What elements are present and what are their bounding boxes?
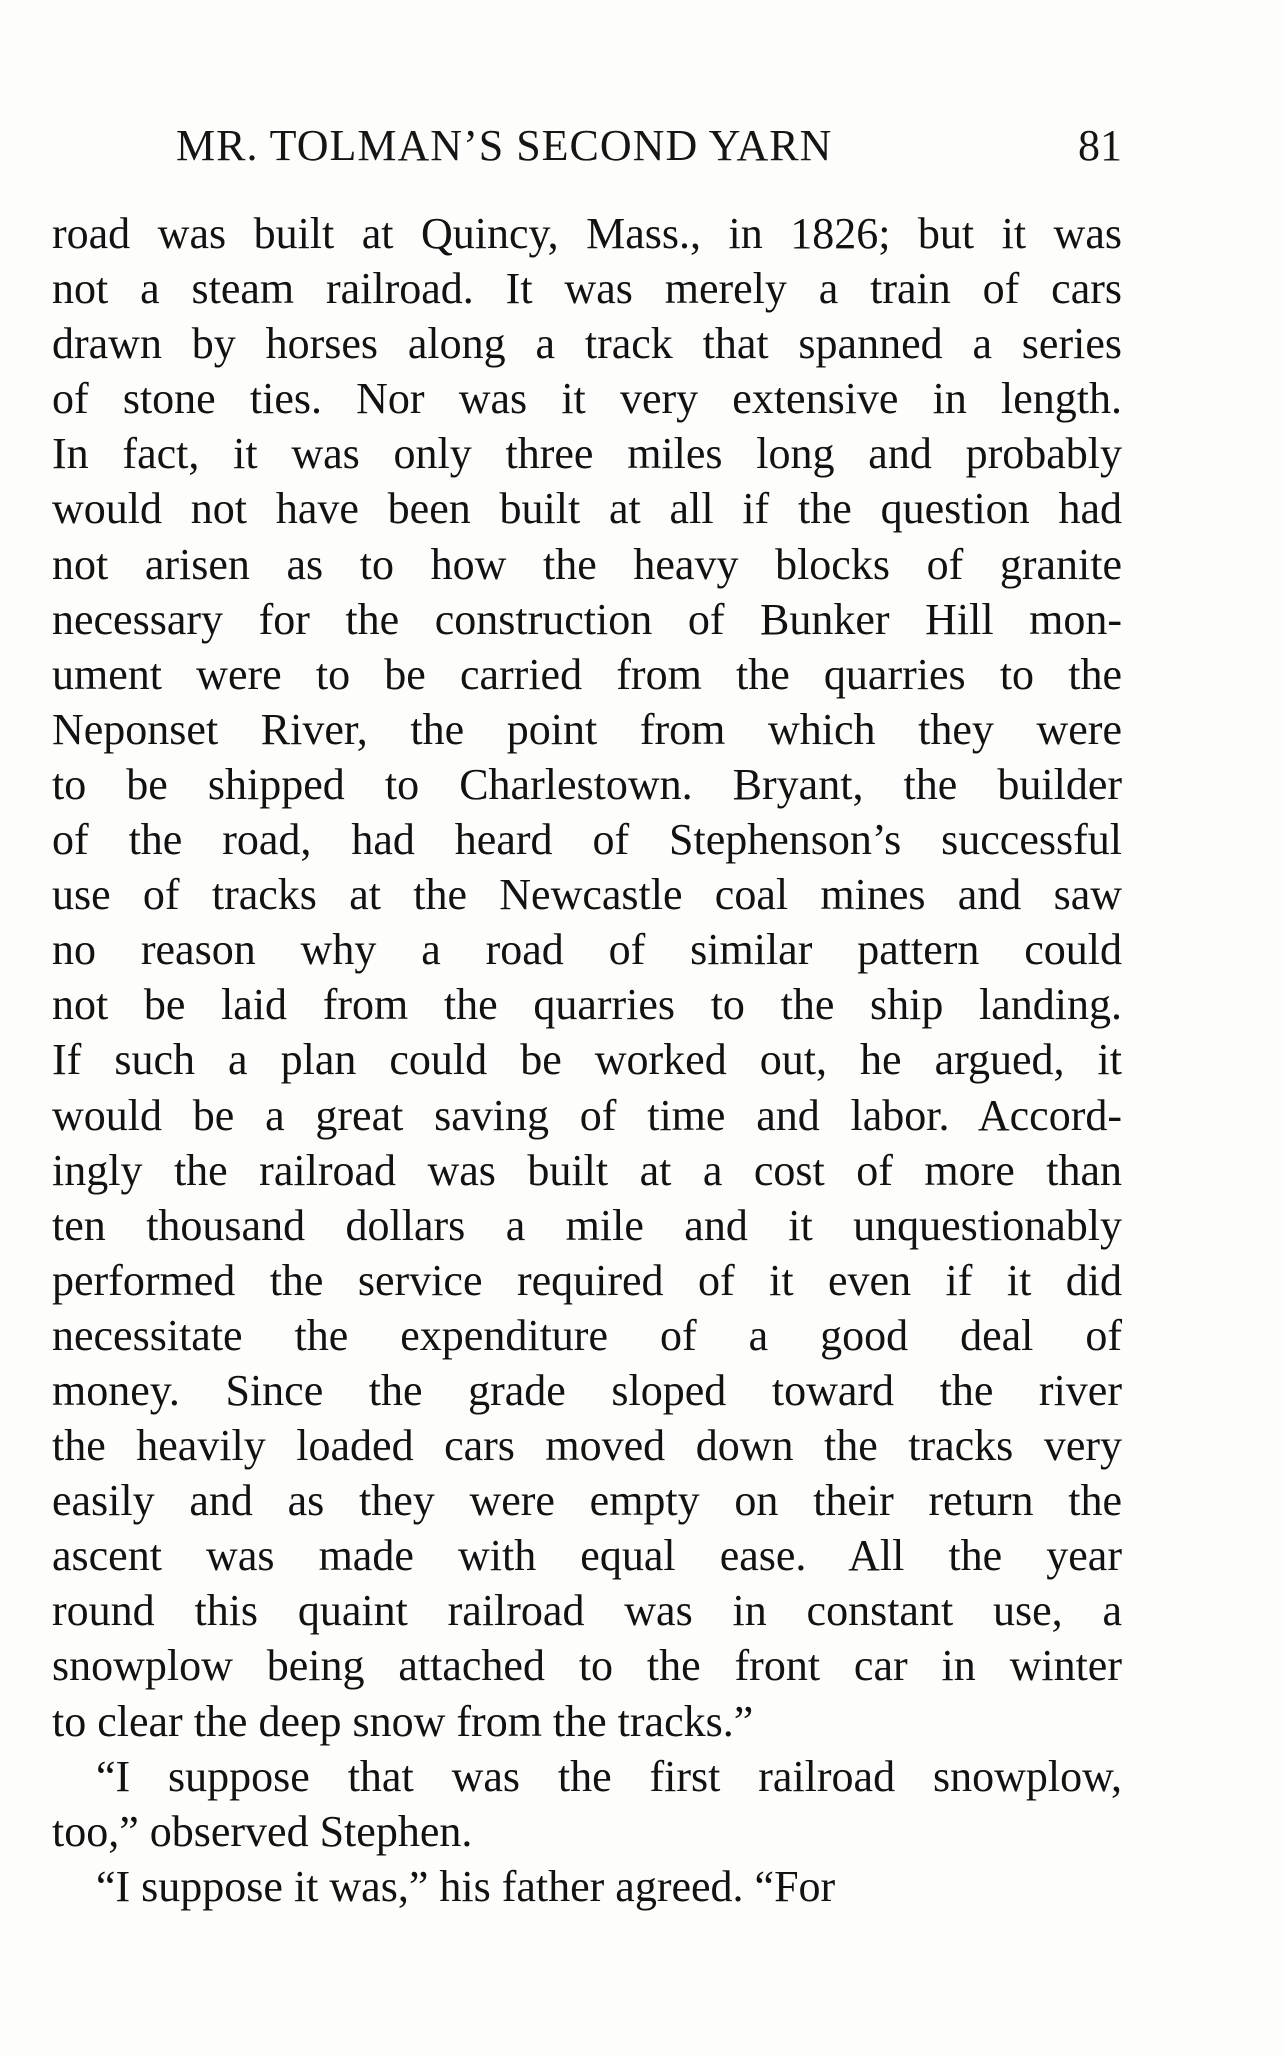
- text-line: drawn by horses along a track that spanned a series: [52, 319, 1122, 369]
- running-title: MR. TOLMAN’S SECOND YARN: [176, 121, 833, 170]
- body-text: [52, 206, 1122, 1914]
- text-line: the heavily loaded cars moved down the tracks very: [52, 1421, 1122, 1471]
- text-line: too,” observed Stephen.: [52, 1806, 473, 1856]
- text-line: use of tracks at the Newcastle coal mines and saw: [52, 870, 1122, 920]
- text-line: round this quaint railroad was in constant use, a: [52, 1586, 1122, 1636]
- running-head: [52, 120, 1122, 190]
- text-line: ten thousand dollars a mile and it unquestionably: [52, 1200, 1122, 1250]
- text-line: In fact, it was only three miles long and probably: [52, 429, 1122, 479]
- text-line: necessary for the construction of Bunker Hill mon-: [52, 594, 1122, 644]
- text-line: easily and as they were empty on their return the: [52, 1476, 1122, 1526]
- text-line: snowplow being attached to the front car in winter: [52, 1641, 1122, 1691]
- text-line: road was built at Quincy, Mass., in 1826; but it was: [52, 209, 1122, 258]
- text-line: to be shipped to Charlestown. Bryant, the builder: [52, 759, 1122, 809]
- text-line: If such a plan could be worked out, he argued, it: [52, 1035, 1122, 1085]
- text-line: ascent was made with equal ease. All the year: [52, 1531, 1122, 1581]
- text-line: of stone ties. Nor was it very extensive in length.: [52, 374, 1122, 424]
- paragraph: [52, 1749, 1122, 1859]
- text-line: to clear the deep snow from the tracks.”: [52, 1696, 754, 1746]
- text-line: “I suppose it was,” his father agreed. “For: [96, 1861, 836, 1911]
- text-line: not arisen as to how the heavy blocks of granite: [52, 539, 1122, 589]
- text-line: ument were to be carried from the quarries to the: [52, 649, 1122, 699]
- text-line: would be a great saving of time and labor. Accord-: [52, 1090, 1122, 1140]
- text-line: money. Since the grade sloped toward the river: [52, 1365, 1122, 1415]
- text-line: necessitate the expenditure of a good deal of: [52, 1310, 1122, 1360]
- paragraph: [52, 206, 1122, 1749]
- text-line: not a steam railroad. It was merely a train of cars: [52, 264, 1122, 314]
- text-line: not be laid from the quarries to the ship landing.: [52, 980, 1122, 1030]
- text-line: of the road, had heard of Stephenson’s successful: [52, 815, 1122, 865]
- text-line: would not have been built at all if the question had: [52, 484, 1122, 534]
- text-line: no reason why a road of similar pattern could: [52, 925, 1122, 975]
- paragraph: [52, 1859, 1122, 1914]
- text-line: ingly the railroad was built at a cost of more than: [52, 1145, 1122, 1195]
- page-number: 81: [1078, 121, 1122, 170]
- text-line: performed the service required of it even if it did: [52, 1255, 1122, 1305]
- text-line: Neponset River, the point from which they were: [52, 704, 1122, 754]
- text-line: “I suppose that was the first railroad snowplow,: [96, 1751, 1122, 1801]
